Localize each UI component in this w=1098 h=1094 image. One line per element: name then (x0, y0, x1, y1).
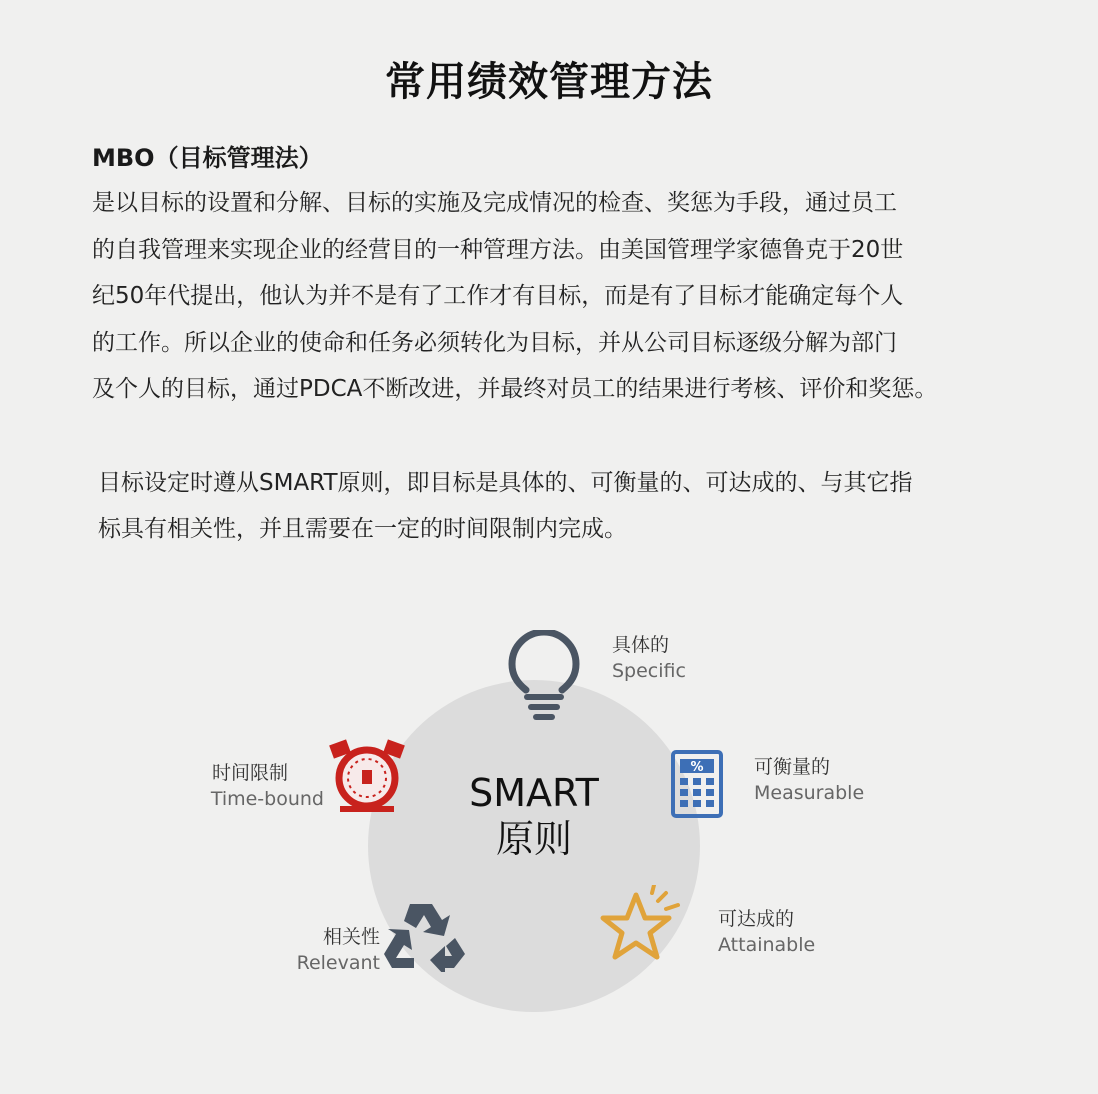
label-attainable (718, 906, 815, 958)
calculator-icon (671, 750, 723, 818)
page-title: 常用绩效管理方法 (385, 59, 713, 105)
mbo-line: 及个人的目标，通过PDCA不断改进，并最终对员工的结果进行考核、评价和奖惩。 (92, 376, 938, 402)
label-timebound-zh: 时间限制 (212, 762, 289, 784)
lightbulb-icon (508, 630, 580, 722)
recycle-icon (380, 898, 470, 972)
smart-intro-line: 标具有相关性，并且需要在一定的时间限制内完成。 (98, 516, 627, 542)
label-relevant-zh: 相关性 (322, 926, 380, 948)
label-specific (612, 632, 686, 684)
center-label-line1: SMART (469, 771, 599, 815)
mbo-line: 的工作。所以企业的使命和任务必须转化为目标，并从公司目标逐级分解为部门 (92, 329, 897, 356)
mbo-line: 是以目标的设置和分解、目标的实施及完成情况的检查、奖惩为手段，通过员工 (92, 190, 897, 216)
smart-intro-line: 目标设定时遵从SMART原则，即目标是具体的、可衡量的、可达成的、与其它指 (98, 470, 913, 496)
mbo-line: 纪50年代提出，他认为并不是有了工作才有目标，而是有了目标才能确定每个人 (92, 283, 904, 309)
label-measurable-zh: 可衡量的 (754, 756, 831, 778)
mbo-line: 的自我管理来实现企业的经营目的一种管理方法。由美国管理学家德鲁克于20世 (92, 236, 904, 263)
alarm-clock-icon (328, 736, 406, 816)
smart-diagram (0, 600, 1098, 1020)
center-label (434, 770, 634, 862)
center-label-line2: 原则 (495, 817, 572, 861)
star-icon (596, 885, 692, 965)
smart-intro-paragraph (98, 460, 1058, 552)
label-relevant (280, 924, 380, 976)
label-timebound (190, 760, 324, 812)
mbo-heading: MBO（目标管理法） (92, 144, 323, 172)
svg-text:%: % (690, 760, 704, 775)
label-measurable (754, 754, 864, 806)
label-attainable-en: Attainable (718, 934, 816, 956)
label-specific-en: Specific (612, 660, 686, 682)
label-specific-zh: 具体的 (612, 634, 670, 656)
mbo-paragraph (92, 180, 1052, 413)
label-attainable-zh: 可达成的 (718, 908, 795, 930)
label-timebound-en: Time-bound (210, 788, 324, 810)
label-relevant-en: Relevant (296, 952, 380, 974)
label-measurable-en: Measurable (754, 782, 865, 804)
